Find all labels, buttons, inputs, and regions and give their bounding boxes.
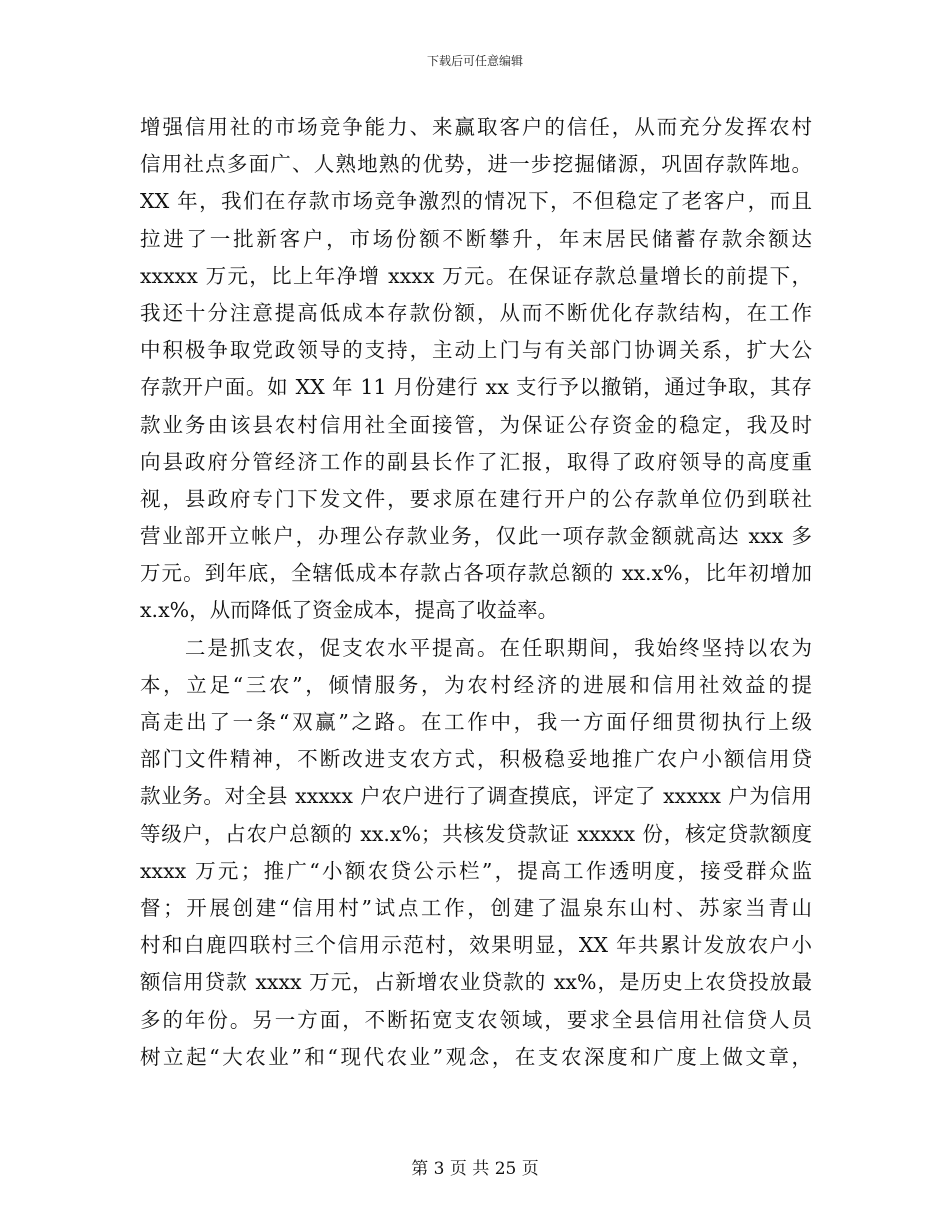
- text-line: 部门文件精神，不断改进支农方式，积极稳妥地推广农户小额信用贷: [140, 747, 812, 772]
- page-number: 第 3 页 共 25 页: [411, 1159, 539, 1179]
- text-line: 二是抓支农，促支农水平提高。在任职期间，我始终坚持以农为: [140, 635, 812, 660]
- text-line: xxxxx 万元，比上年净增 xxxx 万元。在保证存款总量增长的前提下，: [140, 263, 812, 288]
- text-line: x.x%，从而降低了资金成本，提高了收益率。: [140, 598, 559, 623]
- text-line: 村和白鹿四联村三个信用示范村，效果明显，XX 年共累计发放农户小: [140, 933, 812, 958]
- document-body: [140, 109, 812, 1076]
- text-line: 增强信用社的市场竞争能力、来赢取客户的信任，从而充分发挥农村: [140, 115, 812, 139]
- text-line: xxxx 万元；推广“小额农贷公示栏”，提高工作透明度，接受群众监: [140, 858, 812, 883]
- text-line: 多的年份。另一方面，不断拓宽支农领域，要求全县信用社信贷人员: [140, 1007, 812, 1032]
- text-line: 视，县政府专门下发文件，要求原在建行开户的公存款单位仍到联社: [140, 486, 812, 511]
- text-line: 树立起“大农业”和“现代农业”观念，在支农深度和广度上做文章，: [140, 1044, 812, 1069]
- text-line: 款业务由该县农村信用社全面接管，为保证公存资金的稳定，我及时: [140, 412, 812, 437]
- text-line: 向县政府分管经济工作的副县长作了汇报，取得了政府领导的高度重: [140, 449, 812, 474]
- text-line: 信用社点多面广、人熟地熟的优势，进一步挖掘储源，巩固存款阵地。: [140, 152, 812, 177]
- text-line: 万元。到年底，全辖低成本存款占各项存款总额的 xx.x%，比年初增加: [140, 561, 812, 586]
- text-line: 拉进了一批新客户，市场份额不断攀升，年末居民储蓄存款余额达: [140, 226, 812, 251]
- text-line: 高走出了一条“双赢”之路。在工作中，我一方面仔细贯彻执行上级: [140, 710, 812, 734]
- text-line: 督；开展创建“信用村”试点工作，创建了温泉东山村、苏家当青山: [140, 895, 812, 920]
- text-line: 本，立足“三农”，倾情服务，为农村经济的进展和信用社效益的提: [140, 672, 812, 697]
- text-line: 中积极争取党政领导的支持，主动上门与有关部门协调关系，扩大公: [140, 338, 812, 363]
- text-line: 营业部开立帐户，办理公存款业务，仅此一项存款金额就高达 xxx 多: [140, 524, 812, 549]
- page-header: 下载后可任意编辑: [426, 54, 523, 68]
- text-line: XX 年，我们在存款市场竞争激烈的情况下，不但稳定了老客户，而且: [140, 189, 812, 214]
- text-line: 款业务。对全县 xxxxx 户农户进行了调查摸底，评定了 xxxxx 户为信用: [140, 784, 812, 809]
- text-line: 我还十分注意提高低成本存款份额，从而不断优化存款结构，在工作: [140, 300, 812, 325]
- text-line: 额信用贷款 xxxx 万元，占新增农业贷款的 xx%，是历史上农贷投放最: [140, 970, 812, 995]
- paragraph-agriculture-support: [140, 630, 812, 1076]
- text-line: 等级户，占农户总额的 xx.x%；共核发贷款证 xxxxx 份，核定贷款额度: [140, 821, 812, 846]
- text-line: 存款开户面。如 XX 年 11 月份建行 xx 支行予以撤销，通过争取，其存: [140, 375, 812, 400]
- paragraph-deposits: [140, 109, 812, 630]
